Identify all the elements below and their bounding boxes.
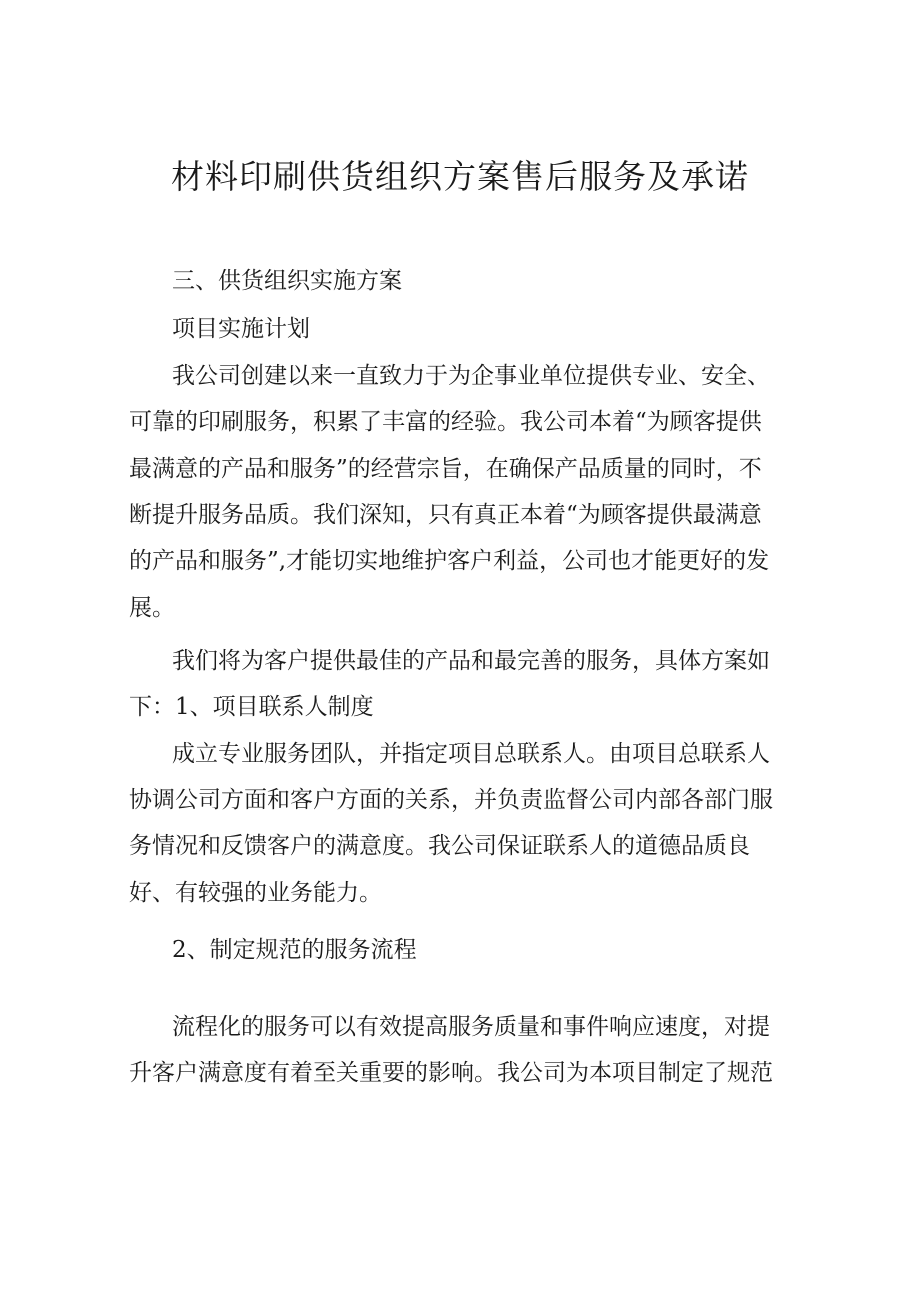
- paragraph4-line: 流程化的服务可以有效提高服务质量和事件响应速度，对提: [172, 1014, 770, 1040]
- sub-heading: 项目实施计划: [172, 316, 310, 342]
- paragraph1-line: 最满意的产品和服务”的经营宗旨，在确保产品质量的同时，不: [129, 456, 762, 482]
- paragraph3-line: 务情况和反馈客户的满意度。我公司保证联系人的道德品质良: [129, 833, 750, 859]
- item2-heading: 2、制定规范的服务流程: [172, 937, 417, 963]
- section-heading: 三、供货组织实施方案: [172, 268, 402, 294]
- paragraph1-line: 的产品和服务”,才能切实地维护客户利益，公司也才能更好的发: [129, 548, 770, 574]
- paragraph3-line: 好、有较强的业务能力。: [129, 880, 382, 906]
- paragraph1-line: 展。: [129, 595, 175, 621]
- paragraph1-line: 断提升服务品质。我们深知，只有真正本着“为顾客提供最满意: [129, 502, 762, 528]
- paragraph2-line: 我们将为客户提供最佳的产品和最完善的服务，具体方案如: [172, 648, 770, 674]
- paragraph4-line: 升客户满意度有着至关重要的影响。我公司为本项目制定了规范: [129, 1060, 773, 1086]
- paragraph3-line: 成立专业服务团队，并指定项目总联系人。由项目总联系人: [172, 741, 770, 767]
- document-title: 材料印刷供货组织方案售后服务及承诺: [171, 157, 749, 196]
- paragraph2-line: 下：1、项目联系人制度: [129, 694, 374, 720]
- paragraph3-line: 协调公司方面和客户方面的关系，并负责监督公司内部各部门服: [129, 787, 773, 813]
- paragraph1-line: 我公司创建以来一直致力于为企事业单位提供专业、安全、: [172, 363, 770, 389]
- paragraph1-line: 可靠的印刷服务，积累了丰富的经验。我公司本着“为顾客提供: [129, 409, 762, 435]
